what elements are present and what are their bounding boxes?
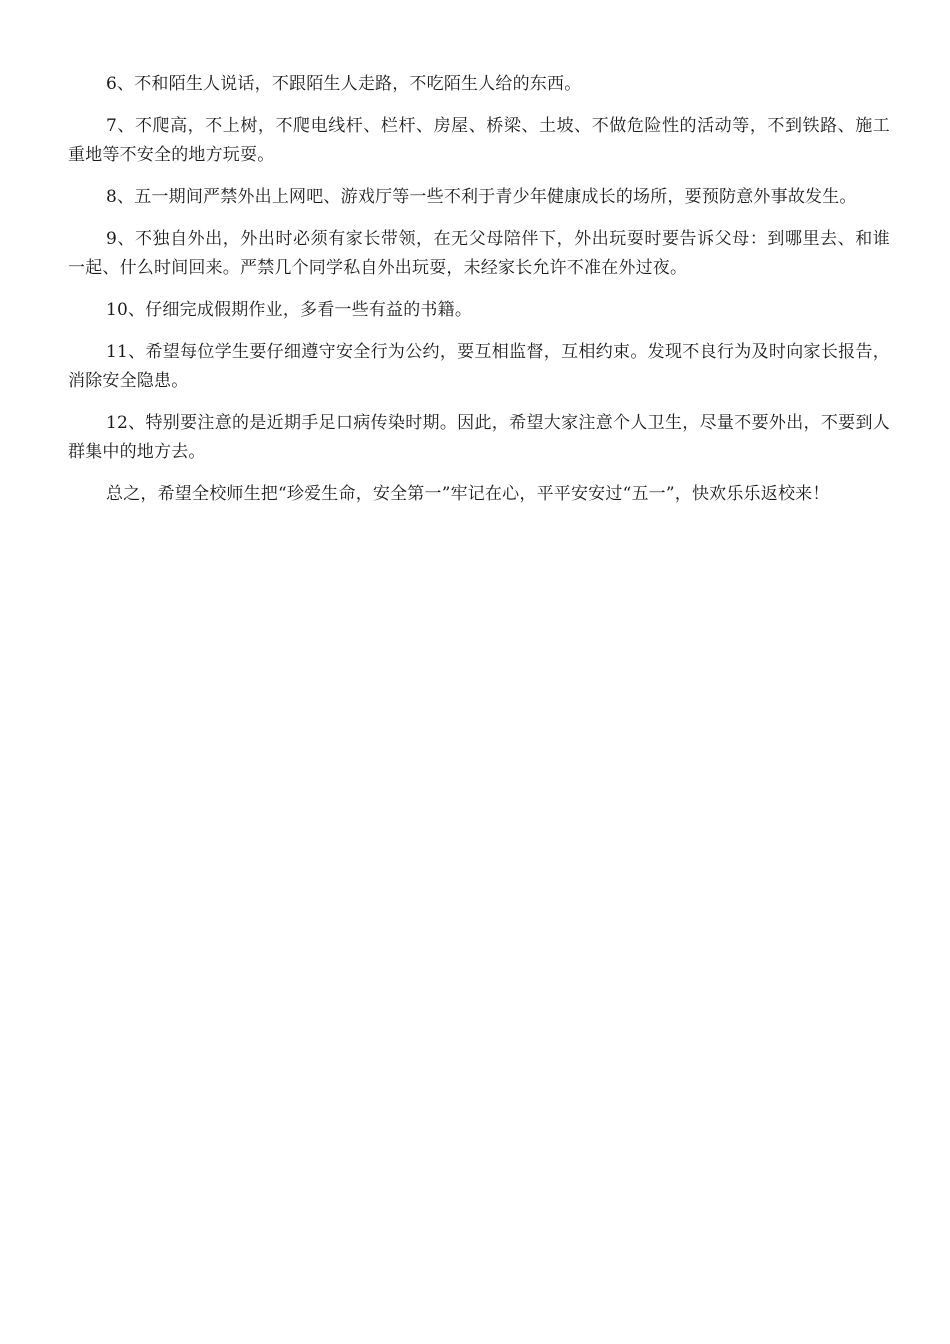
paragraph-item-6: 6、不和陌生人说话，不跟陌生人走路，不吃陌生人给的东西。 <box>106 74 582 94</box>
paragraph-item-7: 7、不爬高，不上树，不爬电线杆、栏杆、房屋、桥梁、土坡、不做危险性的活动等，不到铁路、施工重地等不安全的地方玩耍。 <box>68 116 890 165</box>
paragraph-conclusion: 总之，希望全校师生把“珍爱生命，安全第一”牢记在心，平平安安过“五一”，快欢乐乐返校来！ <box>106 484 830 504</box>
document-page <box>68 70 890 522</box>
paragraph-item-12: 12、特别要注意的是近期手足口病传染时期。因此，希望大家注意个人卫生，尽量不要外出，不要到人群集中的地方去。 <box>68 413 890 462</box>
paragraph-item-9: 9、不独自外出，外出时必须有家长带领，在无父母陪伴下，外出玩耍时要告诉父母：到哪里去、和谁一起、什么时间回来。严禁几个同学私自外出玩耍，未经家长允许不准在外过夜。 <box>68 229 890 278</box>
paragraph-item-11: 11、希望每位学生要仔细遵守安全行为公约，要互相监督，互相约束。发现不良行为及时向家长报告，消除安全隐患。 <box>68 342 890 391</box>
paragraph-item-10: 10、仔细完成假期作业，多看一些有益的书籍。 <box>106 300 473 320</box>
paragraph-item-8: 8、五一期间严禁外出上网吧、游戏厅等一些不利于青少年健康成长的场所，要预防意外事故发生。 <box>106 187 857 207</box>
